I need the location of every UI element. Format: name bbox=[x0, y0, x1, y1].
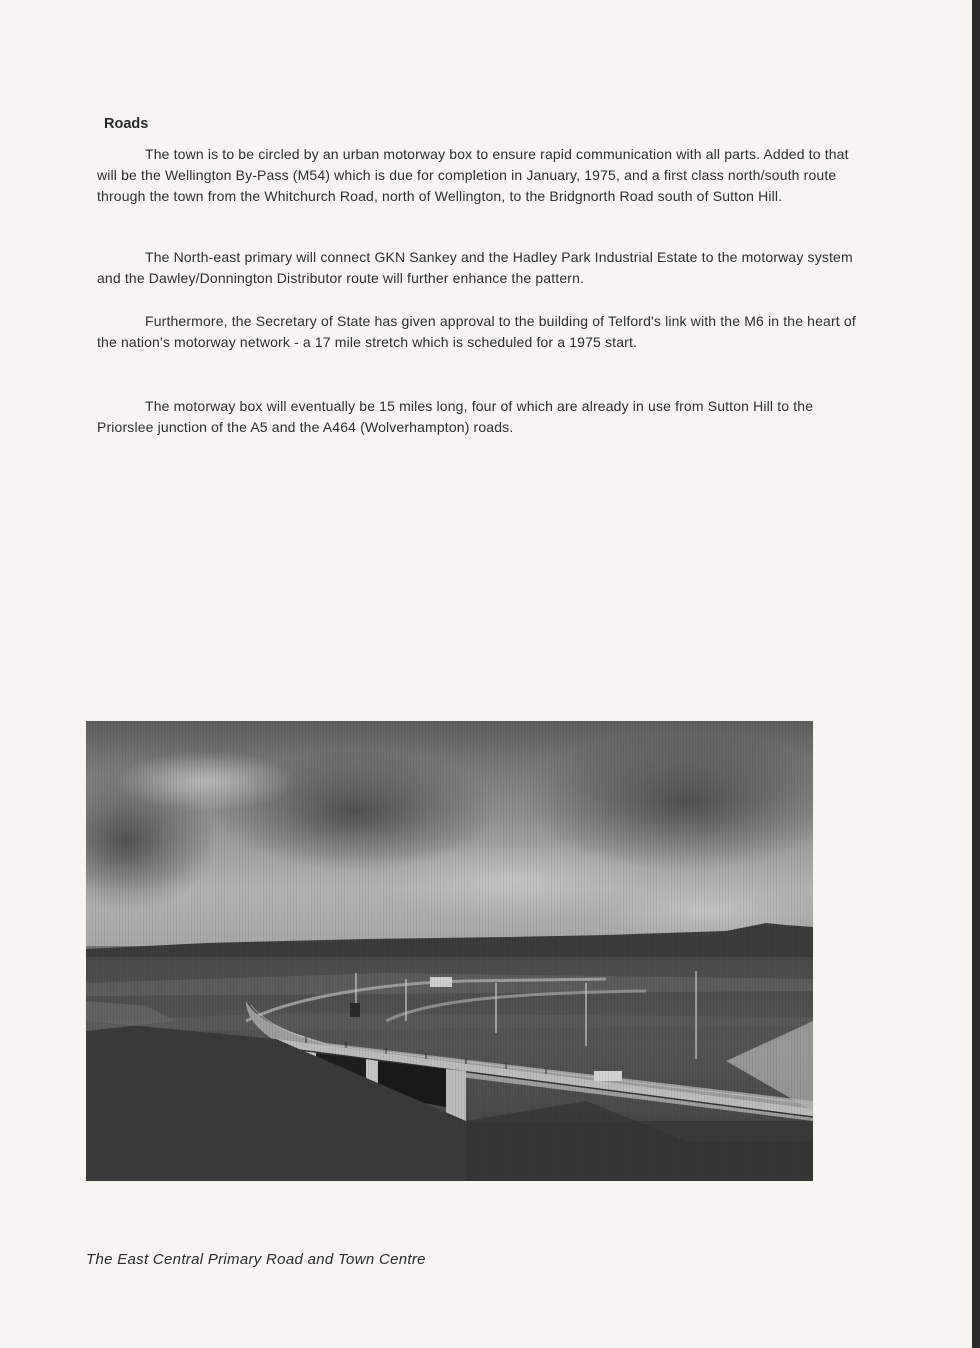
photo-caption: The East Central Primary Road and Town Centre bbox=[86, 1251, 426, 1268]
section-heading: Roads bbox=[104, 116, 149, 132]
page-edge-shadow bbox=[972, 0, 980, 1348]
paragraph-2 bbox=[97, 247, 867, 289]
motorway-bridge-photo bbox=[86, 721, 813, 1181]
paragraph-1 bbox=[97, 144, 867, 206]
paragraph-4 bbox=[97, 396, 867, 438]
paragraph-3-text: Furthermore, the Secretary of State has given approval to the building of Telford's link with the M6 in the heart of the nation's motorway network - a 17 mile stretch which is scheduled for a 1975 start. bbox=[97, 313, 856, 350]
paragraph-2-text: The North-east primary will connect GKN Sankey and the Hadley Park Industrial Estate to the motorway system and the Dawley/Donnington Distributor route will further enhance the pattern. bbox=[97, 249, 853, 286]
paragraph-1-text: The town is to be circled by an urban motorway box to ensure rapid communication with all parts. Added to that will be the Wellington By-Pass (M54) which is due for completion in January, 1975, and a first class north/south route through the town from the Whitchurch Road, north of Wellington, to the Bridgnorth Road south of Sutton Hill. bbox=[97, 146, 849, 204]
paragraph-3 bbox=[97, 311, 867, 353]
paragraph-4-text: The motorway box will eventually be 15 miles long, four of which are already in use from Sutton Hill to the Priorslee junction of the A5 and the A464 (Wolverhampton) roads. bbox=[97, 398, 814, 435]
